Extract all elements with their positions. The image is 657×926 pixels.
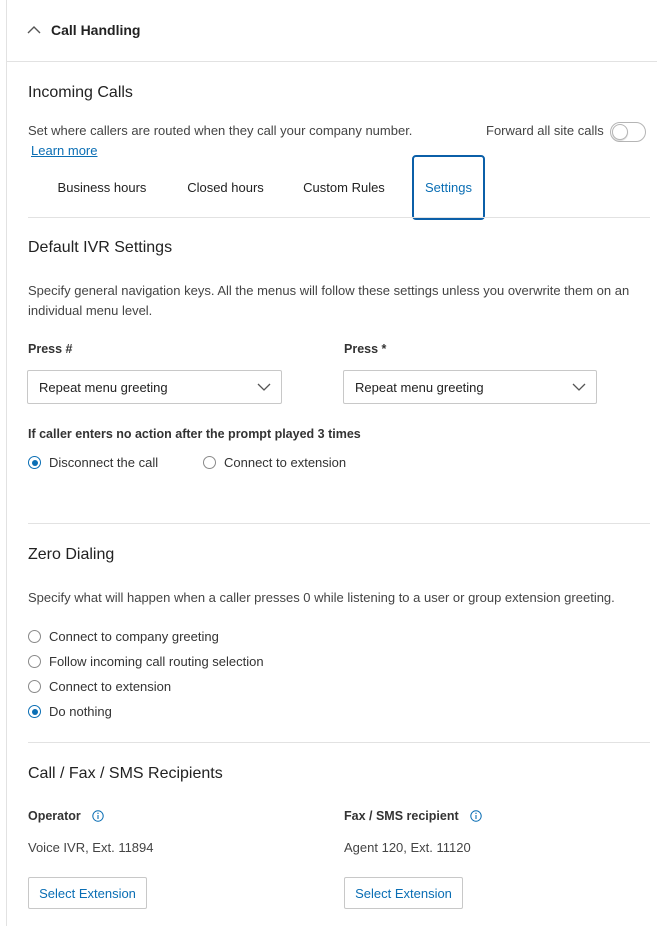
radio-button[interactable] (28, 630, 41, 643)
ivr-settings-description-line1: Specify general navigation keys. All the menus will follow these settings unless you overwrite them on an (28, 283, 630, 298)
info-icon[interactable] (470, 810, 482, 822)
radio-follow-routing[interactable] (28, 654, 264, 669)
tabs-divider (28, 217, 650, 218)
radio-button[interactable] (28, 655, 41, 668)
operator-label: Operator (28, 809, 81, 823)
no-action-label: If caller enters no action after the prompt played 3 times (28, 427, 361, 441)
radio-button[interactable] (28, 680, 41, 693)
radio-connect-to-extension[interactable] (28, 679, 171, 694)
radio-disconnect-call[interactable] (28, 455, 158, 470)
operator-select-extension-button[interactable]: Select Extension (28, 877, 147, 909)
fax-sms-label-row (344, 809, 482, 823)
chevron-up-icon[interactable] (27, 25, 41, 35)
zero-dialing-title: Zero Dialing (28, 546, 115, 563)
tab-label: Business hours (57, 179, 147, 195)
radio-connect-company-greeting[interactable] (28, 629, 219, 644)
tab-label: Settings (425, 180, 472, 195)
divider (7, 61, 657, 62)
tab-business-hours[interactable] (47, 156, 157, 218)
radio-connect-extension[interactable] (203, 455, 346, 470)
press-hash-select[interactable] (27, 370, 282, 404)
operator-value: Voice IVR, Ext. 11894 (28, 840, 154, 855)
press-star-select[interactable] (343, 370, 597, 404)
chevron-down-icon (572, 380, 586, 394)
radio-label: Disconnect the call (49, 455, 159, 470)
radio-button-selected[interactable] (28, 705, 41, 718)
call-handling-header[interactable] (27, 22, 140, 38)
radio-button[interactable] (203, 456, 216, 469)
operator-label-row (28, 809, 104, 823)
toggle-knob (612, 124, 628, 140)
tab-label: Custom Rules (303, 179, 385, 195)
fax-sms-label: Fax / SMS recipient (344, 809, 459, 823)
ivr-settings-title: Default IVR Settings (28, 239, 173, 256)
radio-button-selected[interactable] (28, 456, 41, 469)
learn-more-link[interactable]: Learn more (31, 143, 98, 158)
radio-do-nothing[interactable] (28, 704, 112, 719)
forward-all-calls-toggle[interactable] (610, 122, 646, 142)
tab-custom-rules[interactable] (294, 156, 394, 218)
forward-all-calls-label: Forward all site calls (486, 123, 604, 138)
radio-label: Connect to company greeting (49, 629, 219, 644)
tab-closed-hours[interactable] (177, 156, 274, 218)
press-star-label: Press * (344, 342, 387, 356)
divider (28, 523, 650, 524)
radio-label: Connect to extension (49, 679, 172, 694)
tab-settings[interactable] (412, 155, 485, 220)
radio-label: Do nothing (49, 704, 112, 719)
press-hash-label: Press # (28, 342, 73, 356)
incoming-calls-description: Set where callers are routed when they call your company number. (28, 123, 413, 138)
fax-sms-select-extension-button[interactable]: Select Extension (344, 877, 463, 909)
fax-sms-value: Agent 120, Ext. 11120 (344, 840, 471, 855)
call-handling-panel (6, 0, 657, 926)
info-icon[interactable] (92, 810, 104, 822)
ivr-settings-description-line2: individual menu level. (28, 303, 153, 318)
divider (28, 742, 650, 743)
radio-label: Follow incoming call routing selection (49, 654, 264, 669)
radio-label: Connect to extension (224, 455, 347, 470)
section-title: Call Handling (51, 22, 141, 38)
chevron-down-icon (257, 380, 271, 394)
incoming-calls-title: Incoming Calls (28, 84, 133, 101)
zero-dialing-description: Specify what will happen when a caller presses 0 while listening to a user or group extension greeting. (28, 590, 615, 605)
recipients-title: Call / Fax / SMS Recipients (28, 765, 223, 782)
tab-label: Closed hours (187, 179, 264, 195)
press-hash-value: Repeat menu greeting (39, 379, 168, 395)
press-star-value: Repeat menu greeting (355, 379, 484, 395)
